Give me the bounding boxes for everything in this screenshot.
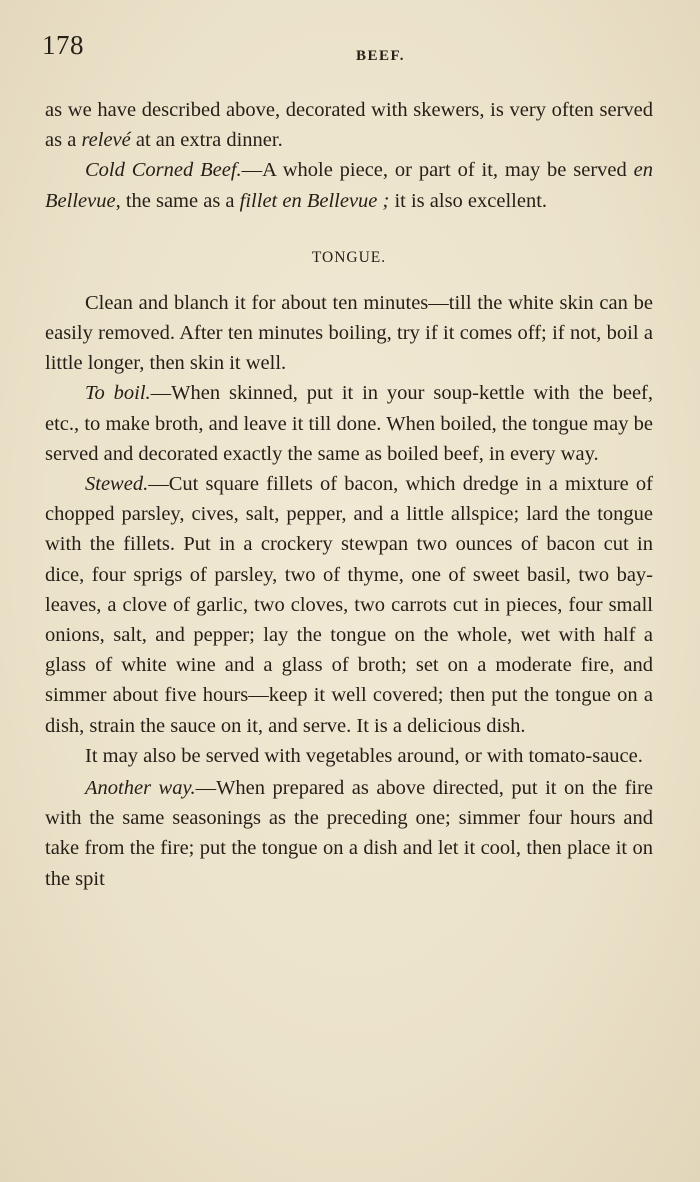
paragraph-stewed (45, 469, 653, 741)
paragraph-cold-corned-beef (45, 155, 653, 215)
paragraph-another-way (45, 773, 653, 894)
paragraph-heading: To boil. (85, 382, 151, 405)
running-head: BEEF. (356, 48, 406, 64)
page-number: 178 (42, 30, 84, 60)
paragraph-heading: Cold Corned Beef. (85, 159, 242, 182)
paragraph-text: —When prepared as above directed, put it on the fire with the same seasonings as the preceding one; simmer four hours and take from the fire; put the tongue on a dish and let it cool, then place it on the spit (45, 777, 654, 890)
page-header (40, 30, 652, 70)
paragraph-tongue-intro: Clean and blanch it for about ten minutes—till the white skin can be easily removed. After ten minutes boiling, try if it comes off; if not, boil a little longer, then skin it well. (45, 291, 653, 375)
paragraph-vegetables: It may also be served with vegetables around, or with tomato-sauce. (85, 744, 643, 767)
italic-term: fillet en Bellevue ; (239, 189, 390, 212)
paragraph-text: it is also excellent. (389, 189, 548, 212)
paragraph-to-boil (45, 378, 653, 469)
paragraph-text: as we have described above, decorated with skewers, is very often served as a (45, 99, 653, 152)
paragraph-text: at an extra dinner. (130, 129, 283, 152)
paragraph-text: , the same as a (115, 189, 240, 212)
section-title: TONGUE. (311, 248, 387, 266)
italic-term: en Bellevue (45, 159, 653, 212)
italic-term: relevé (81, 129, 131, 152)
paragraph-text: —Cut square fillets of bacon, which dredge in a mixture of chopped parsley, cives, salt, pepper, and a little allspice; lard the tongue with the fillets. Put in a crockery stewpan two ounces of bacon cut in dice, four sprigs of parsley, two of thyme, one of sweet basil, two bay-leaves, a clove of garlic, two cloves, two carrots cut in pieces, four small onions, salt, and pepper; lay the tongue on the whole, wet with half a glass of white wine and a glass of broth; set on a moderate fire, and simmer about five hours—keep it well covered; then put the tongue on a dish, strain the sauce on it, and serve. It is a delicious dish. (45, 473, 653, 737)
page-body (45, 95, 653, 894)
paragraph-text: —When skinned, put it in your soup-kettle with the beef, etc., to make broth, and leave it till done. When boiled, the tongue may be served and decorated exactly the same as boiled beef, in every way. (45, 382, 653, 465)
paragraph-text: —A whole piece, or part of it, may be served (241, 159, 634, 182)
paragraph-heading: Another way. (85, 777, 196, 800)
paragraph-continuation (45, 95, 653, 155)
paragraph-heading: Stewed. (85, 473, 149, 496)
